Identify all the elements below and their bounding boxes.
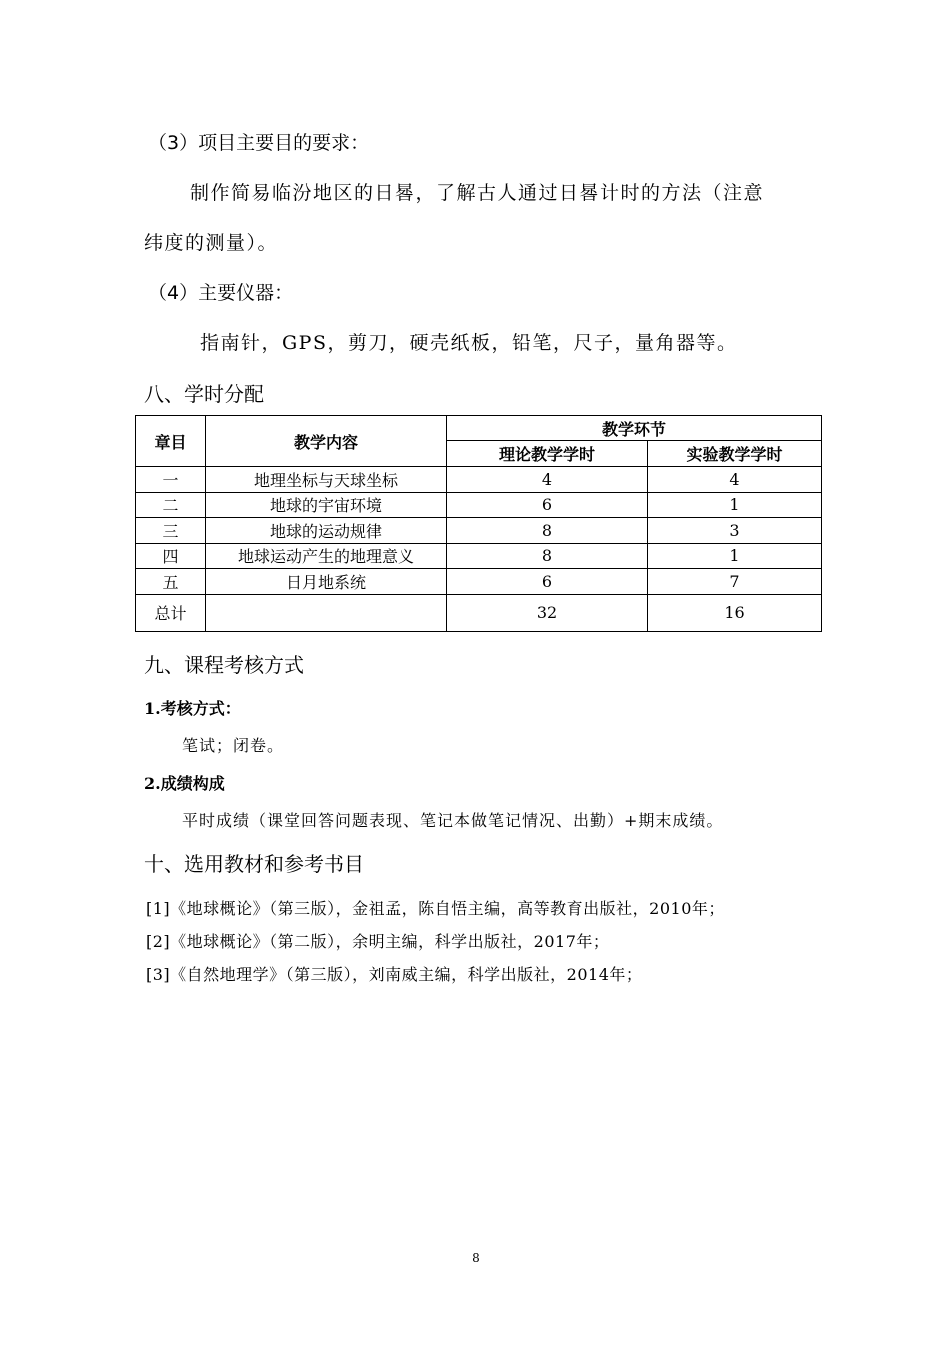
cell-theory: 8 xyxy=(447,518,648,544)
section9-heading: 九、课程考核方式 xyxy=(144,653,304,677)
table-row xyxy=(136,518,822,544)
header-theory-hours: 理论教学学时 xyxy=(447,441,648,467)
reference-item: [1]《地球概论》（第三版），金祖孟，陈自悟主编，高等教育出版社，2010年； xyxy=(146,899,725,918)
cell-lab: 1 xyxy=(648,492,822,518)
table-row xyxy=(136,569,822,595)
section4-paragraph: 指南针，GPS，剪刀，硬壳纸板，铅笔，尺子，量角器等。 xyxy=(200,332,738,354)
reference-item: [3]《自然地理学》（第三版），刘南威主编，科学出版社，2014年； xyxy=(146,965,643,984)
cell-chapter: 四 xyxy=(136,543,206,569)
table-row xyxy=(136,467,822,493)
cell-content: 地球运动产生的地理意义 xyxy=(206,543,447,569)
table-row xyxy=(136,543,822,569)
cell-lab: 1 xyxy=(648,543,822,569)
table-row xyxy=(136,492,822,518)
hours-allocation-table xyxy=(135,415,822,632)
cell-content: 地球的运动规律 xyxy=(206,518,447,544)
grade-composition-heading: 2.成绩构成 xyxy=(144,774,225,793)
cell-chapter: 二 xyxy=(136,492,206,518)
cell-theory: 6 xyxy=(447,569,648,595)
cell-chapter: 三 xyxy=(136,518,206,544)
header-content: 教学内容 xyxy=(206,416,447,467)
assessment-method-text: 笔试；闭卷。 xyxy=(182,736,285,755)
reference-item: [2]《地球概论》（第二版），余明主编，科学出版社，2017年； xyxy=(146,932,610,951)
cell-lab: 4 xyxy=(648,467,822,493)
cell-theory: 4 xyxy=(447,467,648,493)
cell-total-lab: 16 xyxy=(648,594,822,631)
header-teaching-stage: 教学环节 xyxy=(447,416,822,441)
header-chapter: 章目 xyxy=(136,416,206,467)
table-total-row xyxy=(136,594,822,631)
grade-composition-text: 平时成绩（课堂回答问题表现、笔记本做笔记情况、出勤）+期末成绩。 xyxy=(182,811,724,830)
cell-total-content xyxy=(206,594,447,631)
cell-theory: 6 xyxy=(447,492,648,518)
assessment-method-heading: 1.考核方式： xyxy=(144,699,241,718)
section3-paragraph-line2: 纬度的测量）。 xyxy=(144,232,279,254)
section4-heading: （4）主要仪器： xyxy=(148,282,294,304)
cell-theory: 8 xyxy=(447,543,648,569)
section3-paragraph-line1: 制作简易临汾地区的日晷，了解古人通过日晷计时的方法（注意 xyxy=(190,182,765,204)
cell-content: 地理坐标与天球坐标 xyxy=(206,467,447,493)
cell-content: 地球的宇宙环境 xyxy=(206,492,447,518)
cell-total-label: 总计 xyxy=(136,594,206,631)
cell-total-theory: 32 xyxy=(447,594,648,631)
header-lab-hours: 实验教学学时 xyxy=(648,441,822,467)
page-number: 8 xyxy=(472,1251,480,1265)
section10-heading: 十、选用教材和参考书目 xyxy=(144,852,364,876)
section8-heading: 八、学时分配 xyxy=(144,382,264,406)
cell-lab: 7 xyxy=(648,569,822,595)
cell-lab: 3 xyxy=(648,518,822,544)
cell-chapter: 一 xyxy=(136,467,206,493)
cell-content: 日月地系统 xyxy=(206,569,447,595)
section3-heading: （3）项目主要目的要求： xyxy=(148,132,370,154)
cell-chapter: 五 xyxy=(136,569,206,595)
